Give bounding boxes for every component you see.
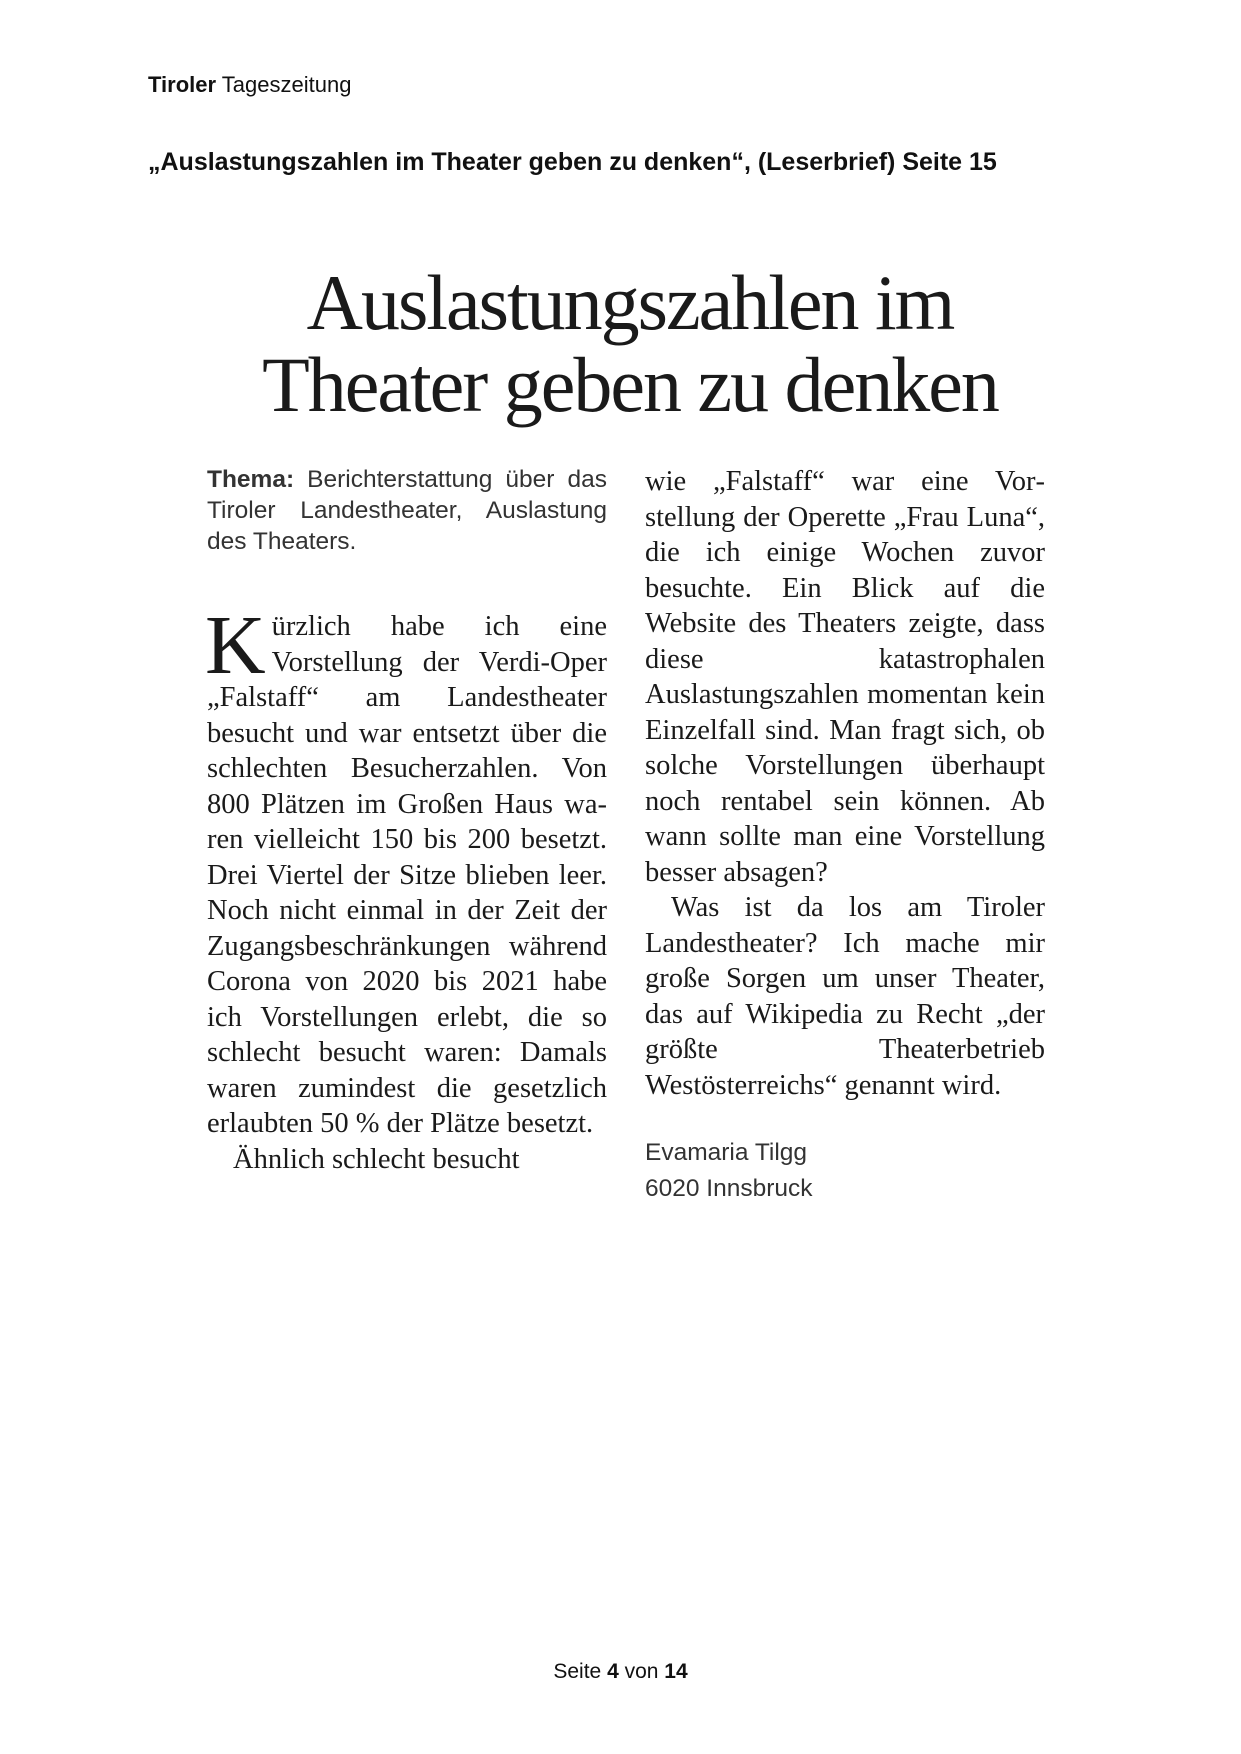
lead-paragraph — [205, 599, 607, 1142]
publication-name-bold: Tiroler — [148, 72, 217, 97]
author-city: 6020 Innsbruck — [645, 1175, 813, 1202]
footer-prefix: Seite — [553, 1660, 602, 1683]
headline-line-1: Auslastungszahlen im — [306, 259, 954, 346]
footer-middle: von — [624, 1660, 659, 1683]
author-signature — [645, 1135, 1045, 1207]
page-footer — [0, 1660, 1241, 1684]
headline-line-2: Theater geben zu denken — [262, 341, 998, 428]
topic-line — [207, 464, 607, 557]
footer-total-pages: 14 — [664, 1660, 688, 1683]
drop-cap: K — [205, 599, 266, 692]
publication-name-rest: Tageszeitung — [221, 72, 352, 97]
paragraph-3: Was ist da los am Tiroler Landestheater? Ich mache mir große Sorgen um unser Theater, das auf Wikipedia zu Recht „der größte Theaterbetrieb Westösterreichs“ genannt wird. — [645, 892, 1045, 1101]
column-right — [645, 464, 1045, 1207]
column-left — [207, 464, 607, 1177]
paragraph-1-text: ürzlich habe ich eine Vorstellung der Verdi-Oper „Falstaff“ am Landestheater besucht und war entsetzt über die schlechten Besucherzahlen. Von 800 Plätzen im Großen Haus waren vielleicht 150 bis 200 besetzt. Drei Viertel der Sitze blieben leer. Noch nicht einmal in der Zeit der Zugangsbeschränkungen während Corona von 2020 bis 2021 habe ich Vorstellungen erlebt, die so schlecht besucht waren: Damals waren zumindest die gesetzlich erlaubten 50 % der Plätze besetzt. — [207, 611, 607, 1139]
paragraph-2-start: Ähnlich schlecht besucht — [233, 1143, 520, 1175]
author-name: Evamaria Tilgg — [645, 1139, 808, 1166]
article-headline — [200, 259, 1060, 428]
paragraph-2-continued: wie „Falstaff“ war eine Vorstellung der Operette „Frau Luna“, die ich einige Wochen zuvor besuchte. Ein Blick auf die Website des Theaters zeigte, dass diese katastrophalen Auslastungszahlen momentan kein Einzelfall sind. Man fragt sich, ob solche Vorstellungen überhaupt noch rentabel sein können. Ab wann sollte man eine Vorstellung besser absagen? — [645, 466, 1045, 888]
footer-page-number: 4 — [607, 1660, 619, 1683]
topic-label: Thema: — [207, 466, 295, 493]
topic-text: Berichterstattung über das Tiroler Landestheater, Auslastung des Theaters. — [207, 466, 607, 555]
newspaper-clipping — [200, 259, 1060, 1282]
document-title: „Auslastungszahlen im Theater geben zu denken“, (Leserbrief) Seite 15 — [148, 148, 997, 176]
publication-name — [148, 72, 351, 98]
